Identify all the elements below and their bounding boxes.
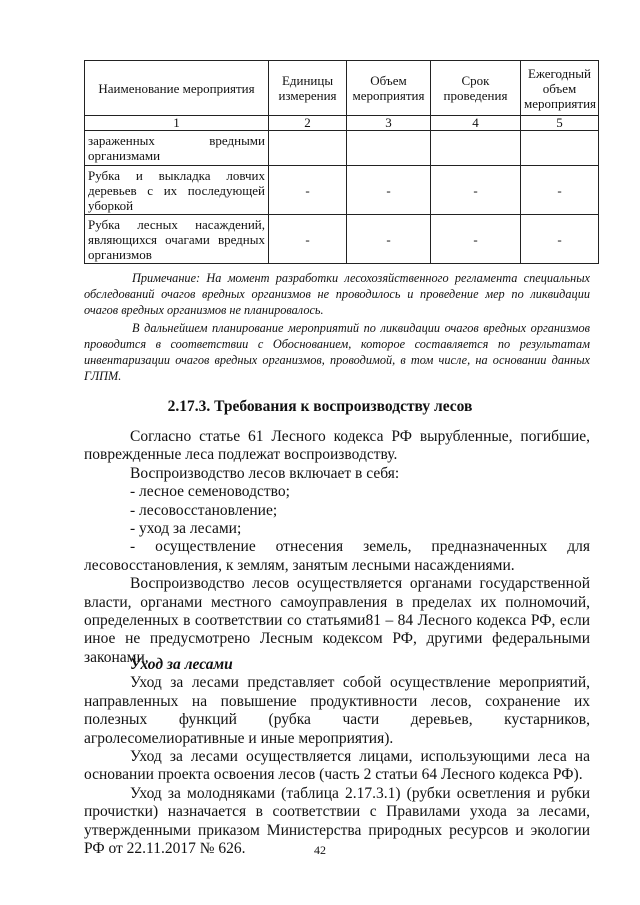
subheading: Уход за лесами — [130, 656, 233, 673]
list-item: - осуществление отнесения земель, предназначенных для — [130, 538, 590, 556]
column-number: 3 — [347, 116, 431, 131]
section-title: 2.17.3. Требования к воспроизводству лесов — [167, 398, 473, 415]
table-cell: - — [269, 166, 347, 215]
column-number-row — [85, 116, 599, 131]
measure-name: зараженных вредными организмами — [85, 131, 269, 166]
header-period: Срок проведения — [431, 61, 521, 116]
table-cell: - — [431, 215, 521, 264]
measures-table — [84, 60, 599, 264]
table-cell: - — [431, 166, 521, 215]
table-note: Примечание: На момент разработки лесохозяйственного регламента специальных обследований очагов вредных организмов не проводилось и проведение мер по ликвидации очагов вредных организмов не планировалось. — [84, 271, 590, 317]
column-number: 2 — [269, 116, 347, 131]
paragraph: Уход за молодняками (таблица 2.17.3.1) (рубки осветления и рубки прочистки) назначается в соответствии с Правилами ухода за лесами, утвержденными приказом Министерства природных ресурсов и экологии РФ от 22.11.2017 № 626. — [84, 784, 590, 858]
table-cell — [521, 131, 599, 166]
table-header-row — [85, 61, 599, 116]
column-number: 4 — [431, 116, 521, 131]
forest-care-block — [84, 656, 590, 858]
reproduction-text-block — [84, 428, 590, 667]
table-row — [85, 215, 599, 264]
header-annual-volume: Ежегодный объем мероприятия — [521, 61, 599, 116]
table-row — [85, 131, 599, 166]
measure-name: Рубка и выкладка ловчих деревьев с их последующей уборкой — [85, 166, 269, 215]
table-cell: - — [269, 215, 347, 264]
table-cell: - — [521, 166, 599, 215]
measure-name: Рубка лесных насаждений, являющихся очагами вредных организмов — [85, 215, 269, 264]
header-units: Единицы измерения — [269, 61, 347, 116]
table-row — [85, 166, 599, 215]
list-item: - лесовосстановление; — [130, 501, 278, 519]
header-volume: Объем мероприятия — [347, 61, 431, 116]
paragraph: Воспроизводство лесов осуществляется органами государственной власти, органами местного самоуправления в пределах их полномочий, определенных в соответствии со статьями81 – 84 Лесного кодекса РФ, если иное не предусмотрено Лесным кодексом РФ, другими федеральными законами. — [84, 575, 590, 666]
table-note-continued: В дальнейшем планирование мероприятий по ликвидации очагов вредных организмов проводится в соответствии с Обоснованием, которое составляется по результатам инвентаризации очагов вредных организмов, проводимой, в том числе, на основании данных ГЛПМ. — [84, 321, 590, 383]
table-cell: - — [521, 215, 599, 264]
list-item-continuation: лесовосстановления, к землям, занятым лесными насаждениями. — [84, 556, 515, 574]
page-number: 42 — [314, 843, 326, 857]
paragraph: Согласно статье 61 Лесного кодекса РФ вырубленные, погибшие, поврежденные леса подлежат воспроизводству. — [84, 428, 590, 464]
table-cell — [347, 131, 431, 166]
table-cell: - — [347, 166, 431, 215]
list-item: - уход за лесами; — [130, 520, 242, 538]
column-number: 5 — [521, 116, 599, 131]
header-name: Наименование мероприятия — [85, 61, 269, 116]
column-number: 1 — [85, 116, 269, 131]
paragraph: Уход за лесами представляет собой осуществление мероприятий, направленных на повышение продуктивности лесов, сохранение их полезных функций (рубка части деревьев, кустарников, агролесомелиоративные и иные мероприятия). — [84, 674, 590, 747]
table-cell: - — [347, 215, 431, 264]
list-item: - лесное семеноводство; — [130, 483, 290, 501]
paragraph: Воспроизводство лесов включает в себя: — [130, 464, 400, 482]
table-cell — [269, 131, 347, 166]
paragraph: Уход за лесами осуществляется лицами, использующими леса на основании проекта освоения лесов (часть 2 статьи 64 Лесного кодекса РФ). — [84, 748, 590, 784]
table-cell — [431, 131, 521, 166]
